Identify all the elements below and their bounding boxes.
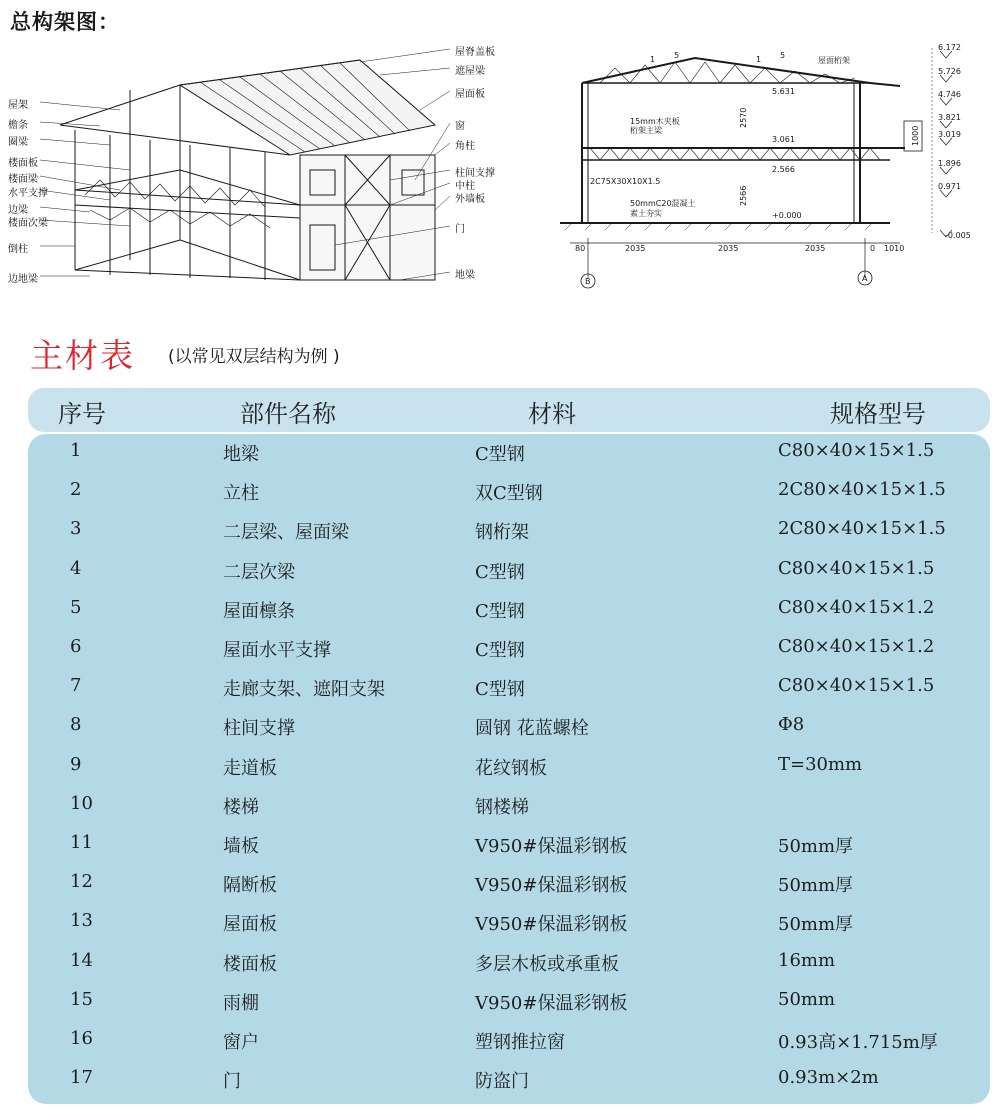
row-name: 窗户 [223,1032,259,1053]
elevation: 4.746 [938,90,961,99]
row-material: C型钢 [475,444,525,465]
section-note: 50mmC20混凝土 [630,199,696,208]
row-spec: 16mm [778,950,836,971]
row-material: 钢楼梯 [475,797,529,818]
row-no: 2 [70,479,82,500]
framework-label: 遮屋梁 [455,66,485,77]
materials-subtitle: (以常见双层结构为例 ) [168,347,340,367]
framework-label: 檐条 [8,120,28,131]
header-no: 序号 [58,400,106,428]
row-name: 立柱 [223,483,259,504]
vertical-dim: 2570 [739,107,748,128]
axis-label: B [585,277,591,286]
framework-label: 柱间支撑 [455,168,495,179]
row-spec: 50mm厚 [778,914,854,935]
vertical-dim: 1000 [911,125,920,146]
row-no: 11 [70,832,93,853]
row-spec: C80×40×15×1.5 [778,675,935,696]
roof-note: 屋面桁架 [818,56,850,65]
row-spec: 2C80×40×15×1.5 [778,479,946,500]
row-no: 4 [70,558,82,579]
row-spec: Φ8 [778,714,805,735]
row-material: V950#保温彩钢板 [475,836,628,857]
framework-label: 地梁 [455,270,475,281]
row-material: C型钢 [475,601,525,622]
section-note: 15mm木夹板 [630,117,680,126]
row-no: 14 [70,950,93,971]
elevation: 0.971 [938,182,961,191]
row-name: 二层梁、屋面梁 [223,522,349,543]
section-note: 2C75X30X10X1.5 [590,177,661,186]
materials-title: 主材表 [30,336,135,375]
row-no: 1 [70,440,82,461]
row-name: 楼梯 [223,797,259,818]
framework-title: 总构架图： [10,10,120,34]
slope-mark: 5 [674,51,680,60]
row-no: 16 [70,1028,93,1049]
row-spec: C80×40×15×1.5 [778,558,935,579]
section-drawing [560,38,1000,293]
row-no: 10 [70,793,93,814]
row-name: 屋面板 [223,914,277,935]
row-no: 9 [70,754,82,775]
framework-label: 圈梁 [8,137,28,148]
row-material: 塑钢推拉窗 [475,1032,565,1053]
row-material: C型钢 [475,562,525,583]
row-name: 二层次梁 [223,562,295,583]
slope-mark: 1 [650,55,656,64]
row-no: 8 [70,714,82,735]
framework-label: 水平支撑 [8,188,48,199]
row-no: 6 [70,636,82,657]
elevation: 6.172 [938,43,961,52]
row-material: V950#保温彩钢板 [475,914,628,935]
inner-level: +0.000 [772,211,802,220]
framework-label: 楼面板 [8,158,38,169]
framework-drawing [0,30,520,290]
framework-label: 角柱 [455,141,475,152]
row-no: 17 [70,1067,93,1088]
header-spec: 规格型号 [830,400,926,428]
elevation: 3.019 [938,130,961,139]
row-material: C型钢 [475,679,525,700]
row-name: 屋面檩条 [223,601,295,622]
elevation: 1.896 [938,159,961,168]
framework-label: 边地梁 [8,274,38,285]
vertical-dim: 2566 [739,185,748,206]
header-material: 材料 [528,400,576,428]
row-no: 13 [70,910,93,931]
row-name: 门 [223,1071,241,1092]
bottom-dim: 0 [870,244,876,253]
row-spec: C80×40×15×1.2 [778,597,935,618]
row-name: 地梁 [223,444,259,465]
row-no: 12 [70,871,93,892]
elevation: 5.726 [938,67,961,76]
framework-label: 屋面板 [455,89,485,100]
row-spec: 2C80×40×15×1.5 [778,518,946,539]
framework-label: 屋架 [8,100,28,111]
bottom-dim: 2035 [718,244,739,253]
slope-mark: 5 [780,51,786,60]
row-material: 防盗门 [475,1071,529,1092]
row-name: 隔断板 [223,875,277,896]
axis-label: A [862,274,868,283]
framework-label: 倒柱 [8,244,28,255]
framework-label: 外墙板 [455,194,485,205]
row-spec: C80×40×15×1.2 [778,636,935,657]
row-material: 双C型钢 [475,483,543,504]
bottom-dim: 2035 [625,244,646,253]
elevation: 3.821 [938,113,961,122]
row-material: 花纹钢板 [475,758,547,779]
row-material: V950#保温彩钢板 [475,993,628,1014]
row-spec: 50mm [778,989,836,1010]
row-material: 多层木板或承重板 [475,954,619,975]
row-material: V950#保温彩钢板 [475,875,628,896]
row-name: 雨棚 [223,993,259,1014]
row-material: C型钢 [475,640,525,661]
row-name: 屋面水平支撑 [223,640,331,661]
section-note: 素土夯实 [630,209,662,218]
row-spec: C80×40×15×1.5 [778,440,935,461]
inner-level: 5.631 [772,87,795,96]
framework-label: 门 [455,224,465,235]
framework-label: 楼面梁 [8,174,38,185]
row-spec: T=30mm [778,754,863,775]
row-spec: 0.93m×2m [778,1067,879,1088]
framework-label: 楼面次梁 [8,218,48,229]
row-spec: 0.93高×1.715m厚 [778,1032,938,1053]
row-name: 墙板 [223,836,259,857]
bottom-dim: 80 [575,244,586,253]
row-name: 柱间支撑 [223,718,295,739]
row-material: 钢桁架 [475,522,529,543]
section-note: 桁架主梁 [630,126,662,135]
framework-label: 边梁 [8,205,28,216]
bottom-dim: 1010 [884,244,905,253]
row-spec: 50mm厚 [778,836,854,857]
inner-level: 3.061 [772,135,795,144]
row-spec: 50mm厚 [778,875,854,896]
row-no: 7 [70,675,82,696]
row-name: 走廊支架、遮阳支架 [223,679,385,700]
framework-label: 中柱 [455,181,475,192]
elevation: -0.005 [945,231,971,240]
row-no: 5 [70,597,82,618]
header-name: 部件名称 [240,400,336,428]
row-name: 楼面板 [223,954,277,975]
row-no: 3 [70,518,82,539]
framework-label: 屋脊盖板 [455,47,495,58]
bottom-dim: 2035 [805,244,826,253]
row-name: 走道板 [223,758,277,779]
row-material: 圆钢 花蓝螺栓 [475,718,589,739]
row-no: 15 [70,989,93,1010]
inner-level: 2.566 [772,165,795,174]
slope-mark: 1 [756,55,762,64]
framework-label: 窗 [455,121,465,132]
